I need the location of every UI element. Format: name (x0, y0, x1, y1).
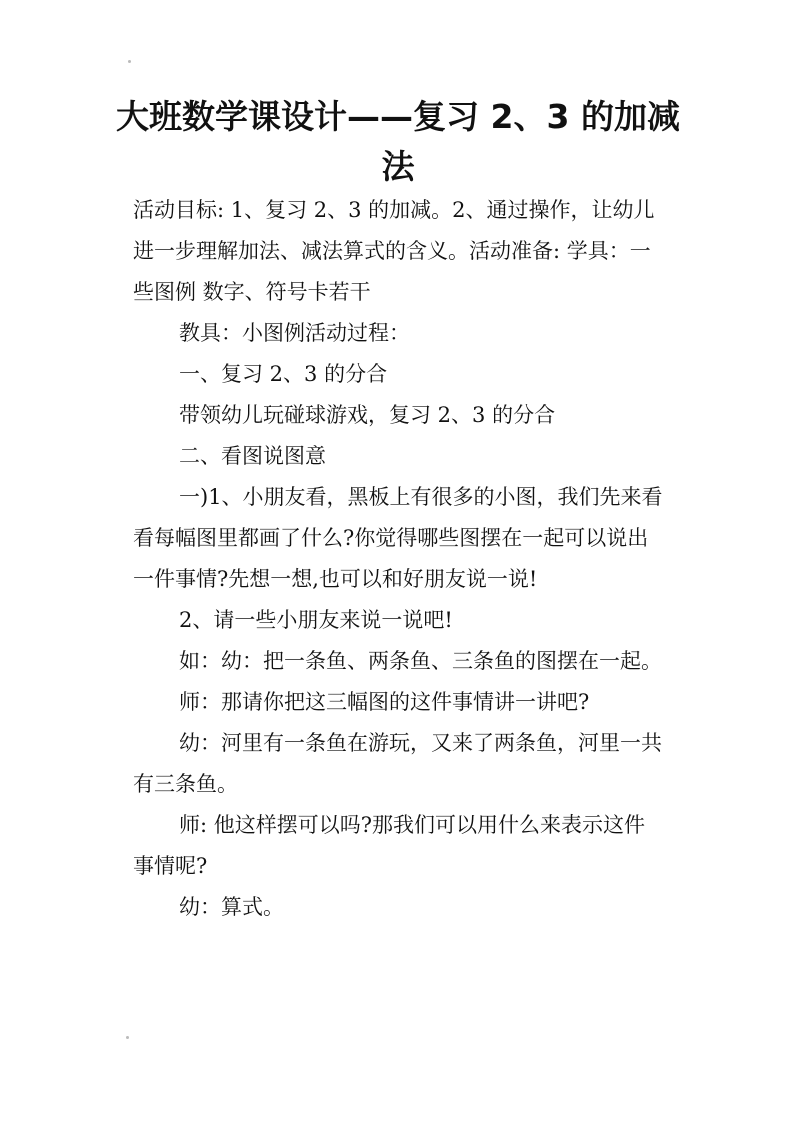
scan-speck (128, 60, 131, 63)
paragraph-section-one: 一、复习 2、3 的分合 (179, 362, 388, 386)
paragraph-child-answer: 幼：河里有一条鱼在游玩，又来了两条鱼，河里一共有三条鱼。 (133, 731, 662, 796)
paragraph-teaching-aids: 教具：小图例活动过程： (179, 321, 410, 345)
document-body (133, 190, 663, 928)
paragraph-objectives: 活动目标: 1、复习 2、3 的加减。2、通过操作，让幼儿进一步理解加法、减法算式的含义。活动准备: 学具：一些图例 数字、符号卡若干 (133, 198, 655, 304)
paragraph-section-two: 二、看图说图意 (179, 444, 326, 468)
paragraph-game: 带领幼儿玩碰球游戏，复习 2、3 的分合 (179, 403, 556, 427)
paragraph-teacher-ask: 师：那请你把这三幅图的这件事情讲一讲吧? (179, 690, 590, 714)
document-title: 大班数学课设计——复习 2、3 的加减法 (116, 97, 680, 186)
paragraph-invite-children: 2、请一些小朋友来说一说吧! (179, 608, 453, 632)
paragraph-example: 如：幼：把一条鱼、两条鱼、三条鱼的图摆在一起。 (179, 649, 662, 673)
scan-speck (126, 1036, 129, 1039)
paragraph-teacher-question: 师: 他这样摆可以吗?那我们可以用什么来表示这件事情呢? (133, 813, 646, 878)
paragraph-look-at-pictures: 一)1、小朋友看，黑板上有很多的小图，我们先来看看每幅图里都画了什么?你觉得哪些图摆在一起可以说出一件事情?先想一想,也可以和好朋友说一说! (133, 485, 663, 591)
paragraph-child-formula: 幼：算式。 (179, 895, 284, 919)
